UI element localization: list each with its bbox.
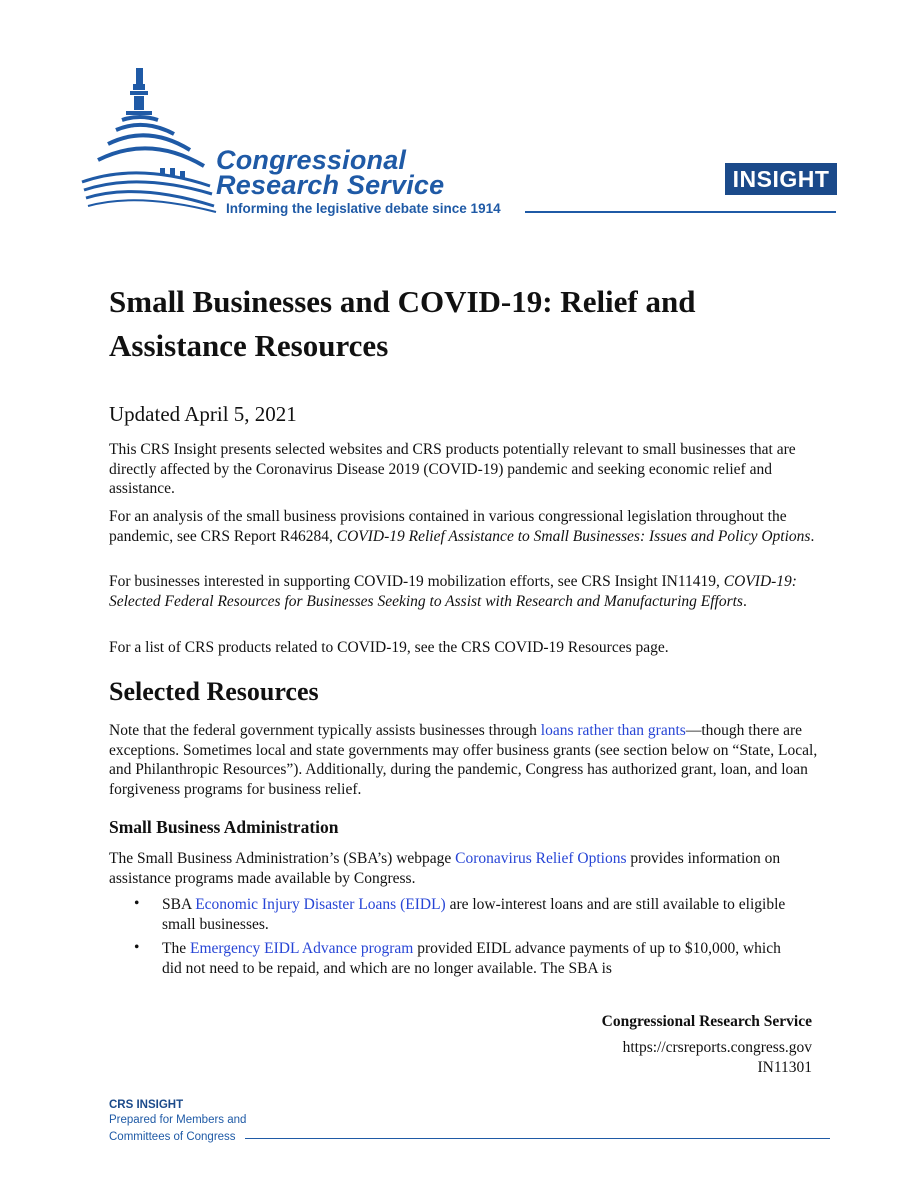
footer-prepared-line2: Committees of Congress [109, 1131, 236, 1143]
footer-crs-insight-label: CRS INSIGHT [109, 1099, 184, 1111]
b2-text-end: provided EIDL advance payments of up to $10,000, which did not need to be repaid, and which are no longer available. The SBA is [162, 940, 781, 977]
insight-badge: INSIGHT [725, 163, 837, 195]
page-title: Small Businesses and COVID-19: Relief and Assistance Resources [109, 284, 696, 363]
coronavirus-relief-options-link[interactable]: Coronavirus Relief Options [455, 850, 627, 867]
p3-text: For businesses interested in supporting COVID-19 mobilization efforts, see CRS Insight IN11419, [109, 573, 724, 590]
selected-resources-paragraph [109, 721, 821, 799]
loans-rather-than-grants-link[interactable]: loans rather than grants [540, 722, 686, 739]
intro-paragraph-2 [109, 507, 821, 546]
footer-url[interactable]: https://crsreports.congress.gov [622, 1039, 812, 1056]
sba-paragraph [109, 849, 821, 888]
updated-date: Updated April 5, 2021 [109, 402, 297, 426]
eidl-link[interactable]: Economic Injury Disaster Loans (EIDL) [195, 896, 446, 913]
capitol-dome-logo-icon [78, 64, 218, 214]
footer-divider [245, 1138, 830, 1139]
p5-text: Note that the federal government typically assists businesses through [109, 722, 541, 739]
intro-paragraph-4: For a list of CRS products related to COVID-19, see the CRS COVID-19 Resources page. [109, 639, 669, 656]
bullet-dot-icon: • [134, 939, 140, 956]
b1-text-end: are low-interest loans and are still available to eligible small businesses. [162, 896, 786, 933]
section-heading-selected-resources: Selected Resources [109, 677, 319, 706]
p3-end: . [742, 592, 747, 610]
section-heading-sba: Small Business Administration [109, 817, 339, 837]
footer-prepared-line1: Prepared for Members and [109, 1114, 247, 1126]
org-name-line2: Research Service [216, 170, 445, 200]
header-divider [525, 211, 836, 213]
p6-text: The Small Business Administration’s (SBA’s) webpage [109, 850, 456, 867]
footer-org-name: Congressional Research Service [601, 1013, 812, 1030]
p3-insight-title: COVID-19: Selected Federal Resources for Businesses Seeking to Assist with Research and Manufacturing Efforts [109, 573, 797, 610]
intro-paragraph-3 [109, 572, 821, 611]
bullet-dot-icon: • [134, 895, 140, 912]
b1-text: SBA [162, 896, 196, 913]
list-item [162, 939, 802, 978]
b2-text: The [162, 940, 190, 957]
p6-text-end: provides information on assistance programs made available by Congress. [109, 850, 781, 887]
p2-report-title: COVID-19 Relief Assistance to Small Businesses: Issues and Policy Options [336, 527, 811, 545]
intro-paragraph-1: This CRS Insight presents selected websites and CRS products potentially relevant to small businesses that are directly affected by the Coronavirus Disease 2019 (COVID-19) pandemic and seeking economic relief and assistance. [109, 441, 796, 497]
footer-report-id: IN11301 [757, 1059, 812, 1076]
emergency-eidl-advance-link[interactable]: Emergency EIDL Advance program [189, 940, 414, 957]
list-item [162, 895, 802, 934]
p5-text-end: —though there are exceptions. Sometimes local and state governments may offer business grants (see section below on “State, Local, and Philanthropic Resources”). Additionally, during the pandemic, Congress has authorized grant, loan, and loan forgiveness programs for business relief. [109, 722, 818, 798]
p2-text: For an analysis of the small business provisions contained in various congressional legislation throughout the pandemic, see CRS Report R46284, [109, 508, 787, 545]
org-name-line1: Congressional [216, 145, 407, 175]
org-tagline: Informing the legislative debate since 1914 [226, 201, 501, 216]
p2-end: . [810, 527, 815, 545]
